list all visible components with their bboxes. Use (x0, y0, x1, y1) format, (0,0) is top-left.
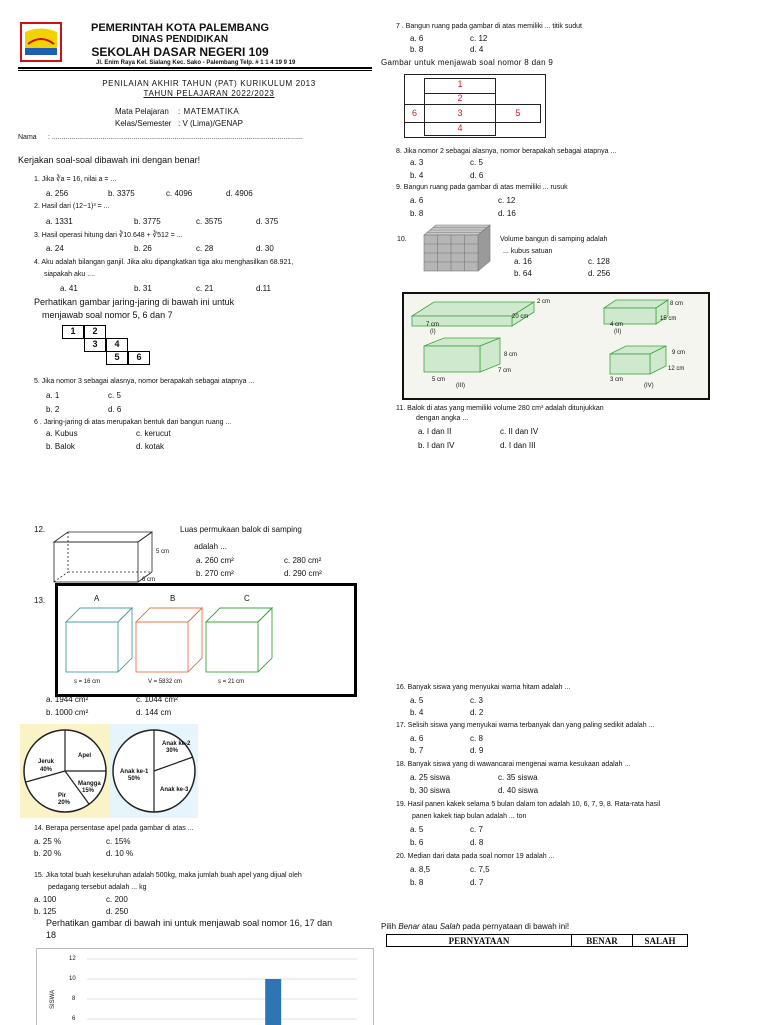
class-label: Kelas/Semester (115, 119, 172, 128)
q16-text: 16. Banyak siswa yang menyukai warna hitam adalah ... (396, 684, 571, 691)
boxes-figure (402, 292, 710, 400)
box2-top-dim: 8 cm (670, 301, 684, 307)
box2-label: (II) (614, 329, 622, 335)
q5-d[interactable]: d. 6 (108, 405, 122, 414)
q20-a[interactable]: a. 8,5 (410, 865, 431, 874)
net-cell: 2 (84, 325, 106, 339)
q12-a[interactable]: a. 260 cm² (196, 556, 234, 565)
instruction: Kerjakan soal-soal dibawah ini dengan benar! (18, 155, 201, 165)
bar-intro: Perhatikan gambar di bawah ini untuk menjawab soal nomor 16, 17 dan (46, 918, 333, 928)
net2-cell: 6 (404, 104, 425, 123)
header-line2: DINAS PENDIDIKAN (131, 34, 229, 45)
q10-text: Volume bangun di samping adalah (500, 236, 608, 243)
cube-b-caption: V = 5832 cm (148, 679, 182, 685)
q1-text: 1. Jika ∛a = 16, nilai a = ... (34, 176, 117, 183)
q6-d[interactable]: d. kotak (136, 442, 165, 451)
q9-d[interactable]: d. 16 (498, 209, 516, 218)
q18-text: 18. Banyak siswa yang di wawancarai mengenai warna kesukaan adalah ... (396, 761, 631, 768)
header-address: Jl. Enim Raya Kel. Sialang Kec. Sako - Palembang Telp. # 1 1 4 19 9 19 (96, 60, 296, 66)
q20-c[interactable]: c. 7,5 (470, 865, 490, 874)
q6-b[interactable]: b. Balok (46, 442, 75, 451)
q4-text: 4. Aku adalah bilangan ganjil. Jika aku dipangkatkan tiga aku menghasilkan 68.921, (34, 259, 294, 266)
net-cell: 4 (106, 338, 128, 352)
cube-a-label: A (94, 594, 100, 603)
q15-c[interactable]: c. 200 (106, 895, 128, 904)
q18-c[interactable]: c. 35 siswa (498, 773, 538, 782)
q17-a[interactable]: a. 6 (410, 734, 424, 743)
tf-intro-post: pada pernyataan di bawah ini! (460, 922, 570, 931)
net2-cell: 3 (424, 104, 496, 123)
q18-b[interactable]: b. 30 siswa (410, 786, 451, 795)
pie2-k2-pct: 30% (166, 748, 179, 754)
q13-d[interactable]: d. 144 cm (136, 708, 172, 717)
y-tick-6: 6 (72, 1016, 76, 1022)
y-tick-8: 8 (72, 996, 76, 1002)
pie1-pir-pct: 20% (58, 800, 71, 806)
q4-d[interactable]: d.11 (256, 284, 271, 293)
q12-num: 12. (34, 525, 46, 534)
q19-text2: panen kakek tiap bulan adalah ... ton (412, 813, 527, 820)
cube-a-caption: s = 16 cm (74, 679, 101, 685)
pie-chart-children (110, 724, 198, 818)
pie2-k1: Anak ke-1 (120, 769, 149, 775)
q8-b[interactable]: b. 4 (410, 171, 424, 180)
q15-d[interactable]: d. 250 (106, 907, 129, 916)
q20-d[interactable]: d. 7 (470, 878, 484, 887)
q3-a[interactable]: a. 24 (46, 244, 64, 253)
q17-c[interactable]: c. 8 (470, 734, 483, 743)
cubes-figure (55, 583, 357, 697)
q12-dim2: 6 cm (142, 577, 156, 583)
q3-b[interactable]: b. 26 (134, 244, 152, 253)
q12-dim1: 5 cm (156, 549, 170, 555)
pie1-apel: Apel (78, 753, 92, 759)
q12-text: Luas permukaan balok di samping (180, 525, 302, 534)
q19-b[interactable]: b. 6 (410, 838, 424, 847)
q11-a[interactable]: a. I dan II (418, 427, 452, 436)
school-logo (20, 22, 62, 62)
tf-intro-mid: atau (419, 922, 440, 931)
net2-cell: 4 (424, 122, 496, 136)
q2-b[interactable]: b. 3775 (134, 217, 161, 226)
q16-c[interactable]: c. 3 (470, 696, 483, 705)
net-intro2: menjawab soal nomor 5, 6 dan 7 (42, 310, 173, 320)
pie2-k3: Anak ke-3 (160, 787, 189, 793)
q14-text: 14. Berapa persentase apel pada gambar di atas ... (34, 825, 194, 832)
q4-b[interactable]: b. 31 (134, 284, 152, 293)
box4-label: (IV) (644, 383, 654, 389)
exam-title: PENILAIAN AKHIR TAHUN (PAT) KURIKULUM 2013 (102, 79, 316, 88)
q7-b[interactable]: b. 8 (410, 45, 424, 54)
q10-a[interactable]: a. 16 (514, 257, 532, 266)
box3-mid-dim: 8 cm (504, 352, 518, 358)
net2-intro: Gambar untuk menjawab soal nomor 8 dan 9 (381, 58, 554, 67)
q3-text: 3. Hasil operasi hitung dari ∛10.648 + ∛512 = ... (34, 232, 183, 239)
q9-b[interactable]: b. 8 (410, 209, 424, 218)
q11-d[interactable]: d. I dan III (500, 441, 536, 450)
exam-year: TAHUN PELAJARAN 2022/2023 (143, 89, 275, 98)
tf-salah-word: Salah (439, 922, 461, 931)
pie2-k1-pct: 50% (128, 776, 141, 782)
q13-a[interactable]: a. 1944 cm² (46, 695, 89, 704)
q14-d[interactable]: d. 10 % (106, 849, 134, 858)
cube-c-label: C (244, 594, 250, 603)
y-tick-10: 10 (69, 976, 76, 982)
q8-a[interactable]: a. 3 (410, 158, 424, 167)
q19-d[interactable]: d. 8 (470, 838, 484, 847)
pie1-mangga-pct: 15% (82, 788, 95, 794)
box1-bot-dim: 7 cm (426, 322, 440, 328)
q10-b[interactable]: b. 64 (514, 269, 532, 278)
q17-text: 17. Selisih siswa yang menyukai warna terbanyak dan yang paling sedikit adalah ... (396, 722, 655, 729)
header-line3: SEKOLAH DASAR NEGERI 109 (91, 45, 269, 59)
truefalse-intro (381, 922, 569, 932)
q17-b[interactable]: b. 7 (410, 746, 424, 755)
q3-d[interactable]: d. 30 (256, 244, 274, 253)
box3-bot2-dim: 5 cm (432, 377, 446, 383)
q15-text: 15. Jika total buah keseluruhan adalah 500kg, maka jumlah buah apel yang dijual oleh (34, 872, 302, 879)
net2-cell: 5 (495, 104, 541, 123)
header-divider (18, 67, 372, 71)
q1-d[interactable]: d. 4906 (226, 189, 253, 198)
net2-cell: 2 (424, 93, 496, 105)
box4-bot-dim: 3 cm (610, 377, 624, 383)
q2-d[interactable]: d. 375 (256, 217, 279, 226)
pie2-k2: Anak ke-2 (162, 741, 191, 747)
box4-mid-dim: 12 cm (668, 366, 685, 372)
q19-a[interactable]: a. 5 (410, 825, 424, 834)
subject-label: Mata Pelajaran (115, 107, 169, 116)
q18-d[interactable]: d. 40 siswa (498, 786, 539, 795)
name-label: Nama (18, 134, 37, 141)
q9-a[interactable]: a. 6 (410, 196, 424, 205)
pie1-jeruk-pct: 40% (40, 767, 53, 773)
q16-b[interactable]: b. 4 (410, 708, 424, 717)
bar-intro2: 18 (46, 930, 57, 940)
q12-text2: adalah ... (194, 542, 227, 551)
tf-benar-word: Benar (398, 922, 420, 931)
q6-a[interactable]: a. Kubus (46, 429, 78, 438)
box2-bot-dim: 4 cm (610, 322, 624, 328)
q19-c[interactable]: c. 7 (470, 825, 483, 834)
q6-c[interactable]: c. kerucut (136, 429, 171, 438)
q19-text: 19. Hasil panen kakek selama 5 bulan dalam ton adalah 10, 6, 7, 9, 8. Rata-rata hasil (396, 801, 661, 808)
pie1-pir: Pir (58, 793, 67, 799)
q1-a[interactable]: a. 256 (46, 189, 69, 198)
cube-stack-image (420, 223, 492, 273)
q6-text: 6 . Jaring-jaring di atas merupakan bentuk dari bangun ruang ... (34, 419, 232, 426)
q11-text2: dengan angka ... (416, 415, 469, 422)
tf-intro-pre: Pilih (381, 922, 399, 931)
truefalse-table (386, 934, 688, 947)
q12-c[interactable]: c. 280 cm² (284, 556, 322, 565)
box1-label: (I) (430, 329, 436, 335)
bar (265, 979, 281, 1025)
q1-c[interactable]: c. 4096 (166, 189, 193, 198)
q13-c[interactable]: c. 1044 cm² (136, 695, 178, 704)
q2-text: 2. Hasil dari (12−1)³ = ... (34, 203, 110, 210)
net-intro: Perhatikan gambar jaring-jaring di bawah ini untuk (34, 297, 235, 307)
cube-b-label: B (170, 594, 176, 603)
q9-c[interactable]: c. 12 (498, 196, 516, 205)
net-cell: 3 (84, 338, 106, 352)
q14-c[interactable]: c. 15% (106, 837, 131, 846)
q18-a[interactable]: a. 25 siswa (410, 773, 451, 782)
net-cell: 6 (128, 351, 150, 365)
q15-a[interactable]: a. 100 (34, 895, 57, 904)
q10-c[interactable]: c. 128 (588, 257, 610, 266)
q9-text: 9. Bangun ruang pada gambar di atas memiliki ... rusuk (396, 184, 568, 191)
q10-text2: ... kubus satuan (503, 248, 553, 255)
q15-text2: pedagang tersebut adalah ... kg (48, 884, 147, 891)
name-field[interactable]: : ................................................................................................................................. (48, 134, 303, 141)
box1-top-dim: 2 cm (537, 299, 551, 305)
q7-a[interactable]: a. 6 (410, 34, 424, 43)
pie1-jeruk: Jeruk (38, 759, 55, 765)
q14-a[interactable]: a. 25 % (34, 837, 62, 846)
y-axis-label: SISWA (50, 989, 56, 1009)
q2-c[interactable]: c. 3575 (196, 217, 223, 226)
q3-c[interactable]: c. 28 (196, 244, 214, 253)
col-pernyataan: PERNYATAAN (387, 935, 572, 947)
subject-value: : MATEMATIKA (178, 107, 240, 116)
pie1-mangga: Mangga (78, 781, 101, 787)
box2-mid-dim: 15 cm (660, 316, 677, 322)
q4-text2: siapakah aku .... (44, 271, 95, 278)
pie-chart-fruits (20, 724, 110, 818)
q7-text: 7 . Bangun ruang pada gambar di atas memiliki ... titik sudut (396, 23, 582, 30)
class-value: : V (Lima)/GENAP (178, 119, 243, 128)
q13-num: 13. (34, 596, 46, 605)
box1-mid-dim: 20 cm (512, 314, 529, 320)
net-cell: 1 (62, 325, 84, 339)
q11-b[interactable]: b. I dan IV (418, 441, 455, 450)
box4-top-dim: 9 cm (672, 350, 686, 356)
q5-a[interactable]: a. 1 (46, 391, 60, 400)
box3-label: (III) (456, 383, 465, 389)
q17-d[interactable]: d. 9 (470, 746, 484, 755)
net2-cell: 1 (424, 78, 496, 94)
q4-a[interactable]: a. 41 (60, 284, 78, 293)
q10-d[interactable]: d. 256 (588, 269, 611, 278)
q12-b[interactable]: b. 270 cm² (196, 569, 234, 578)
header-line1: PEMERINTAH KOTA PALEMBANG (90, 22, 270, 34)
q5-text: 5. Jika nomor 3 sebagai alasnya, nomor berapakah sebagai atapnya ... (34, 378, 255, 385)
q13-b[interactable]: b. 1000 cm² (46, 708, 89, 717)
q15-b[interactable]: b. 125 (34, 907, 57, 916)
q4-c[interactable]: c. 21 (196, 284, 214, 293)
q7-d[interactable]: d. 4 (470, 45, 484, 54)
q2-a[interactable]: a. 1331 (46, 217, 73, 226)
q20-b[interactable]: b. 8 (410, 878, 424, 887)
q5-b[interactable]: b. 2 (46, 405, 60, 414)
q11-c[interactable]: c. II dan IV (500, 427, 539, 436)
col-benar: BENAR (572, 935, 633, 947)
q14-b[interactable]: b. 20 % (34, 849, 62, 858)
q11-text: 11. Balok di atas yang memiliki volume 280 cm³ adalah ditunjukkan (396, 405, 604, 412)
q16-a[interactable]: a. 5 (410, 696, 424, 705)
net-cell: 5 (106, 351, 128, 365)
box3-bot1-dim: 7 cm (498, 368, 512, 374)
q16-d[interactable]: d. 2 (470, 708, 484, 717)
bar-chart (36, 948, 374, 1025)
q8-d[interactable]: d. 6 (470, 171, 484, 180)
q1-b[interactable]: b. 3375 (108, 189, 135, 198)
q12-d[interactable]: d. 290 cm² (284, 569, 322, 578)
q8-text: 8. Jika nomor 2 sebagai alasnya, nomor berapakah sebagai atapnya ... (396, 148, 617, 155)
q10-num: 10. (397, 236, 407, 243)
col-salah: SALAH (633, 935, 688, 947)
q5-c[interactable]: c. 5 (108, 391, 121, 400)
q7-c[interactable]: c. 12 (470, 34, 488, 43)
q20-text: 20. Median dari data pada soal nomor 19 adalah ... (396, 853, 555, 860)
q8-c[interactable]: c. 5 (470, 158, 483, 167)
y-tick-12: 12 (69, 956, 76, 962)
cube-c-caption: s = 21 cm (218, 679, 245, 685)
